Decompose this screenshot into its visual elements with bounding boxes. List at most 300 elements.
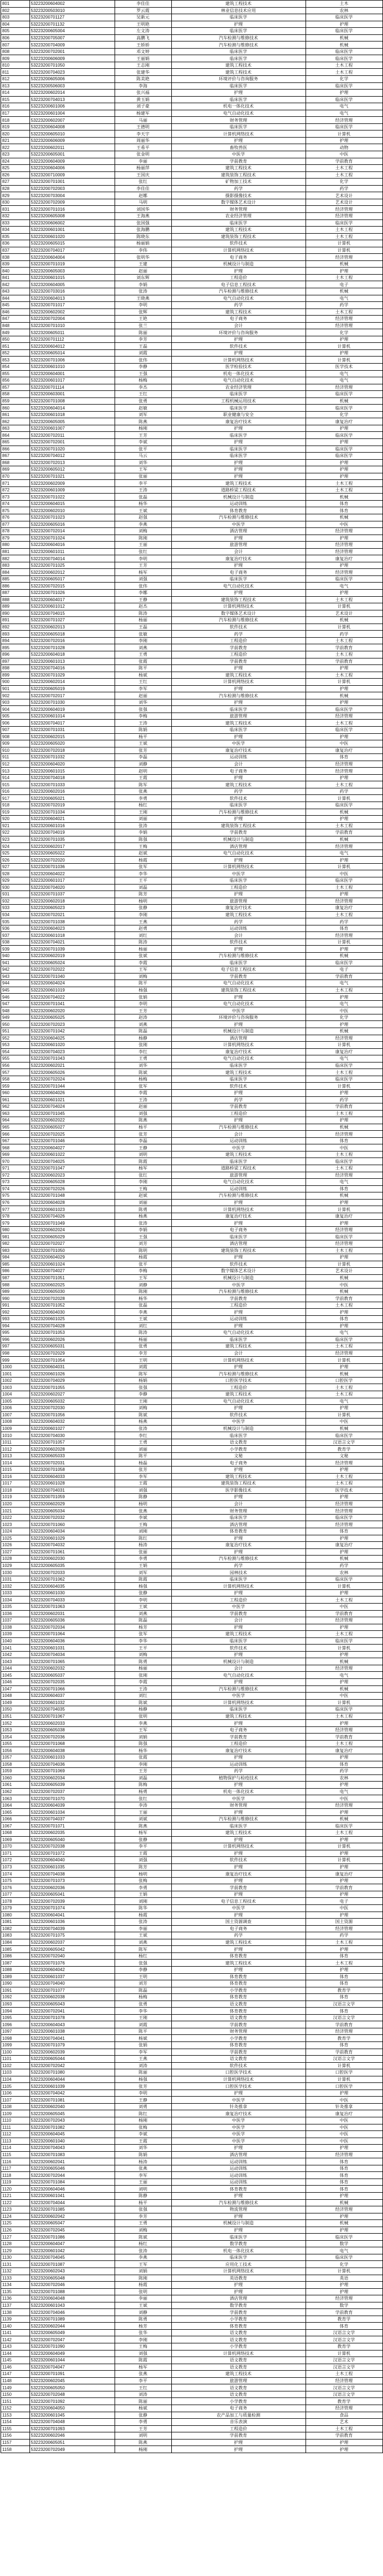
table-body (1, 1, 382, 2453)
exam-number: 53223200601027 (29, 1425, 115, 1432)
table-row (1, 2261, 382, 2268)
exam-number: 53223200602015 (29, 733, 115, 740)
exam-number: 53223200704016 (29, 665, 115, 672)
row-number: 846 (1, 308, 29, 316)
student-name: 李明 (115, 555, 171, 562)
student-name: 李燕 (115, 2254, 171, 2261)
student-name: 张强 (115, 2206, 171, 2213)
table-row (1, 2001, 382, 2008)
student-name: 李平 (115, 1843, 171, 1850)
row-number: 819 (1, 123, 29, 130)
admitted-major: 语文教育 (171, 2014, 306, 2021)
admitted-major: 软件技术 (171, 939, 306, 946)
major-category: 护理 (306, 2213, 382, 2220)
admitted-major: 护理 (171, 1891, 306, 1898)
admitted-major: 护理 (171, 473, 306, 480)
exam-number: 53223200702042 (29, 2062, 115, 2069)
admitted-major: 电气自动化技术 (171, 1329, 306, 1337)
major-category: 针灸推拿 (306, 2103, 382, 2110)
admitted-major: 运动训练 (171, 754, 306, 761)
major-category: 经济管理 (306, 1507, 382, 1515)
student-name: 杨斌 (115, 672, 171, 679)
row-number: 983 (1, 1247, 29, 1254)
exam-number: 53223200701041 (29, 1000, 115, 1007)
student-name: 张勇 (115, 397, 171, 405)
table-row (1, 1452, 382, 1459)
exam-number: 53223200701038 (29, 918, 115, 925)
row-number: 946 (1, 994, 29, 1001)
table-row (1, 391, 382, 398)
exam-number: 53223200604019 (29, 706, 115, 713)
exam-number: 53223200701056 (29, 1411, 115, 1418)
row-number: 918 (1, 802, 29, 809)
exam-number: 53223200602031 (29, 1610, 115, 1617)
table-row (1, 713, 382, 720)
table-row (1, 2323, 382, 2330)
admitted-major: 护理 (171, 1589, 306, 1596)
exam-number: 53223200704023 (29, 69, 115, 76)
major-category: 汉语言文学 (306, 2014, 382, 2021)
exam-number: 53223200704020 (29, 884, 115, 891)
table-row (1, 1083, 382, 1090)
student-name: 王明艳 (115, 21, 171, 28)
exam-number: 53223200601017 (29, 377, 115, 384)
student-name: 赵丽 (115, 692, 171, 699)
row-number: 808 (1, 48, 29, 55)
row-number: 960 (1, 1089, 29, 1096)
exam-number: 53223200702017 (29, 692, 115, 699)
admitted-major: 中医学 (171, 2097, 306, 2104)
admitted-major: 电气自动化技术 (171, 1672, 306, 1679)
table-row (1, 1651, 382, 1658)
student-name: 赵斌 (115, 1192, 171, 1200)
table-row (1, 302, 382, 309)
exam-number: 53223200601004 (29, 110, 115, 117)
table-row (1, 206, 382, 213)
admitted-major: 临床医学 (171, 2254, 306, 2261)
exam-number: 53223200604009 (29, 158, 115, 165)
major-category: 教育学 (306, 2316, 382, 2323)
major-category: 临床医学 (306, 1076, 382, 1083)
table-row (1, 1823, 382, 1830)
exam-number: 53223200601044 (29, 2357, 115, 2364)
major-category: 中医 (306, 1281, 382, 1289)
exam-number: 53223200605042 (29, 1946, 115, 1953)
admitted-major: 医学检验技术 (171, 363, 306, 370)
student-name: 王强 (115, 1233, 171, 1240)
student-name: 王涛 (115, 486, 171, 494)
admitted-major: 建筑工程技术 (171, 227, 306, 234)
row-number: 993 (1, 1316, 29, 1323)
row-number: 1135 (1, 2288, 29, 2295)
student-name: 陈平 (115, 2028, 171, 2035)
student-name: 杨涛 (115, 1542, 171, 1549)
row-number: 904 (1, 706, 29, 713)
table-row (1, 2227, 382, 2234)
admitted-major: 护理 (171, 1494, 306, 1501)
row-number: 989 (1, 1288, 29, 1295)
row-number: 876 (1, 514, 29, 521)
admitted-major: 中医学 (171, 1905, 306, 1912)
table-row (1, 1274, 382, 1281)
table-row (1, 2083, 382, 2090)
major-category: 汉语言文学 (306, 2364, 382, 2371)
exam-number: 53223200701026 (29, 590, 115, 597)
table-row (1, 987, 382, 994)
major-category: 经济管理 (306, 713, 382, 720)
row-number: 1054 (1, 1734, 29, 1741)
major-category: 临床医学 (306, 219, 382, 227)
student-name: 赵杰 (115, 603, 171, 610)
row-number: 1098 (1, 2035, 29, 2042)
row-number: 864 (1, 432, 29, 439)
row-number: 1057 (1, 1754, 29, 1761)
exam-number: 53223200702025 (29, 1131, 115, 1138)
admitted-major: 工程机械运用技术 (171, 397, 306, 405)
admitted-major: 电气自动化技术 (171, 1000, 306, 1007)
exam-number: 53223200602029 (29, 1500, 115, 1507)
table-row (1, 247, 382, 254)
table-row (1, 21, 382, 28)
table-row (1, 1672, 382, 1679)
admitted-major: 酒店管理 (171, 528, 306, 535)
student-name: 李平 (115, 480, 171, 487)
admitted-major: 护理 (171, 994, 306, 1001)
major-category: 土木工程 (306, 480, 382, 487)
admitted-major: 护理 (171, 1678, 306, 1685)
admitted-major: 汽车检测与维修技术 (171, 1815, 306, 1823)
row-number: 972 (1, 1172, 29, 1179)
student-name: 李伟 (115, 247, 171, 254)
exam-number: 53223200701090 (29, 2343, 115, 2351)
admitted-major: 康复治疗技术 (171, 1871, 306, 1878)
row-number: 964 (1, 1117, 29, 1124)
table-row (1, 1288, 382, 1295)
student-name: 刘梅 (115, 2227, 171, 2234)
table-row (1, 1946, 382, 1953)
exam-number: 53223200604027 (29, 1144, 115, 1152)
student-name: 王丽 (115, 542, 171, 549)
student-name: 杨丽萍 (115, 165, 171, 172)
major-category: 机械 (306, 260, 382, 268)
row-number: 952 (1, 1035, 29, 1042)
exam-number: 53223200605011 (29, 329, 115, 336)
exam-number: 53223200701077 (29, 1987, 115, 1994)
row-number: 1035 (1, 1603, 29, 1610)
major-category: 康复治疗 (306, 1213, 382, 1220)
admitted-major: 电气自动化技术 (171, 850, 306, 857)
major-category: 计算机 (306, 1206, 382, 1213)
row-number: 1147 (1, 2371, 29, 2378)
exam-number: 53223200605008 (29, 212, 115, 219)
admitted-major: 汽车检测与维修技术 (171, 514, 306, 521)
row-number: 1034 (1, 1596, 29, 1604)
admitted-major: 会计 (171, 761, 306, 768)
admitted-major: 语文教育 (171, 2001, 306, 2008)
exam-number: 53223200701035 (29, 836, 115, 843)
exam-number: 53223200701048 (29, 1192, 115, 1200)
row-number: 907 (1, 726, 29, 733)
major-category: 土木工程 (306, 1343, 382, 1350)
row-number: 1045 (1, 1672, 29, 1679)
table-row (1, 822, 382, 829)
admitted-major: 园林技术 (171, 1569, 306, 1576)
student-name: 赵斌 (115, 850, 171, 857)
table-row (1, 397, 382, 405)
student-name: 陈华 (115, 1905, 171, 1912)
exam-number: 53223200602019 (29, 953, 115, 960)
row-number: 818 (1, 117, 29, 124)
table-row (1, 2398, 382, 2405)
row-number: 1063 (1, 1795, 29, 1802)
student-name: 陈红 (115, 2110, 171, 2117)
major-category: 护理 (306, 857, 382, 864)
major-category: 学前教育 (306, 658, 382, 665)
row-number: 810 (1, 62, 29, 69)
major-category: 土木工程 (306, 62, 382, 69)
admitted-major: 临床医学 (171, 453, 306, 460)
exam-number: 53223200601011 (29, 548, 115, 555)
major-category: 计算机 (306, 863, 382, 870)
row-number: 1033 (1, 1589, 29, 1596)
row-number: 821 (1, 137, 29, 144)
table-row (1, 877, 382, 885)
row-number: 936 (1, 925, 29, 932)
row-number: 958 (1, 1076, 29, 1083)
table-row (1, 2041, 382, 2049)
row-number: 1013 (1, 1452, 29, 1459)
exam-number: 53223200604040 (29, 1857, 115, 1864)
major-category: 护理 (306, 1809, 382, 1816)
exam-number: 53223200605037 (29, 1672, 115, 1679)
student-name: 王志刚 (115, 62, 171, 69)
exam-number: 53223200702016 (29, 637, 115, 644)
row-number: 1009 (1, 1425, 29, 1432)
table-row (1, 2028, 382, 2035)
admitted-major: 中医学 (171, 1144, 306, 1152)
row-number: 829 (1, 192, 29, 199)
admitted-major: 护理 (171, 90, 306, 97)
admitted-major: 财务管理 (171, 1507, 306, 1515)
table-row (1, 1850, 382, 1857)
student-name: 李梅 (115, 1268, 171, 1275)
student-name: 刘军 (115, 411, 171, 418)
major-category: 土木工程 (306, 822, 382, 829)
table-row (1, 1322, 382, 1329)
exam-number: 53223200604047 (29, 2240, 115, 2247)
student-name: 李霞 (115, 959, 171, 966)
student-name: 张海鹏 (115, 227, 171, 234)
row-number: 1064 (1, 1802, 29, 1809)
admitted-major: 临床医学 (171, 123, 306, 130)
major-category: 机械 (306, 1028, 382, 1035)
exam-number: 53223200601038 (29, 2028, 115, 2035)
student-name: 杨红 (115, 1952, 171, 1960)
exam-number: 53223200605016 (29, 521, 115, 528)
admitted-major: 中医学 (171, 740, 306, 747)
exam-number: 53223200704039 (29, 1925, 115, 1932)
row-number: 1026 (1, 1542, 29, 1549)
exam-number: 53223200601018 (29, 932, 115, 939)
row-number: 1138 (1, 2309, 29, 2316)
student-name: 陈刚 (115, 2275, 171, 2282)
major-category: 护理 (306, 1589, 382, 1596)
student-name: 王军 (115, 1726, 171, 1734)
table-row (1, 96, 382, 103)
admitted-major: 会计 (171, 1617, 306, 1624)
table-row (1, 199, 382, 206)
row-number: 897 (1, 658, 29, 665)
student-name: 马明 (115, 199, 171, 206)
student-name: 高鹏飞 (115, 34, 171, 41)
student-name: 刘霞 (115, 1363, 171, 1370)
table-row (1, 349, 382, 357)
major-category: 计算机 (306, 1843, 382, 1850)
major-category: 护理 (306, 1199, 382, 1206)
row-number: 945 (1, 987, 29, 994)
major-category: 土木工程 (306, 308, 382, 316)
table-row (1, 1425, 382, 1432)
exam-number: 53223200704035 (29, 1706, 115, 1713)
row-number: 1048 (1, 1693, 29, 1700)
exam-number: 53223200602044 (29, 2323, 115, 2330)
major-category: 药学 (306, 1096, 382, 1103)
exam-number: 53223200701032 (29, 754, 115, 761)
major-category: 护理 (306, 1720, 382, 1727)
major-category: 药学 (306, 1562, 382, 1569)
exam-number: 53223200604014 (29, 405, 115, 412)
table-row (1, 781, 382, 788)
exam-number: 53223200701017 (29, 302, 115, 309)
student-name: 杨芳 (115, 2323, 171, 2330)
major-category: 护理 (306, 1863, 382, 1871)
table-row (1, 590, 382, 597)
student-name: 陈磊 (115, 1028, 171, 1035)
major-category: 艺术设计 (306, 199, 382, 206)
exam-number: 53223200601013 (29, 658, 115, 665)
admitted-major: 学前教育 (171, 1103, 306, 1111)
major-category: 医学技术 (306, 1487, 382, 1494)
admitted-major: 护理 (171, 1624, 306, 1631)
student-name: 王刚 (115, 2014, 171, 2021)
row-number: 971 (1, 1165, 29, 1172)
row-number: 816 (1, 103, 29, 110)
major-category: 计算机 (306, 2350, 382, 2357)
major-category: 土木工程 (306, 1631, 382, 1638)
row-number: 869 (1, 466, 29, 473)
admitted-major: 工程造价 (171, 651, 306, 658)
exam-number: 53223200701025 (29, 562, 115, 569)
student-name: 刘斌 (115, 1815, 171, 1823)
row-number: 933 (1, 905, 29, 912)
major-category: 电气 (306, 2247, 382, 2254)
student-name: 刘燕 (115, 644, 171, 651)
exam-number: 53223200601023 (29, 1206, 115, 1213)
student-name: 王勇 (115, 2220, 171, 2227)
major-category: 学前教育 (306, 2309, 382, 2316)
table-row (1, 295, 382, 302)
row-number: 868 (1, 459, 29, 466)
table-row (1, 1754, 382, 1761)
admitted-major: 小学教育 (171, 2398, 306, 2405)
major-category: 护理 (306, 2090, 382, 2097)
student-name: 杨丽娟 (115, 240, 171, 247)
admitted-major: 学前教育 (171, 973, 306, 980)
major-category: 机械 (306, 1124, 382, 1131)
student-name: 王娟 (115, 1891, 171, 1898)
student-name: 张建华 (115, 69, 171, 76)
major-category: 土木工程 (306, 1110, 382, 1117)
major-category: 土木工程 (306, 1391, 382, 1398)
table-row (1, 1693, 382, 1700)
student-name: 杨军 (115, 1165, 171, 1172)
student-name: 陈强 (115, 836, 171, 843)
student-name: 陈磊 (115, 1617, 171, 1624)
exam-number: 53223200701074 (29, 1905, 115, 1912)
admitted-major: 国土资源调查 (171, 1919, 306, 1926)
exam-number: 53223200704042 (29, 2090, 115, 2097)
admitted-major: 临床医学 (171, 1823, 306, 1830)
major-category: 土木工程 (306, 720, 382, 727)
admitted-major: 中医学 (171, 1281, 306, 1289)
exam-number: 53223200606009 (29, 137, 115, 144)
admitted-major: 护理 (171, 1651, 306, 1658)
student-name: 李娟 (115, 281, 171, 288)
table-row (1, 1556, 382, 1563)
row-number: 1157 (1, 2439, 29, 2446)
row-number: 1126 (1, 2227, 29, 2234)
row-number: 927 (1, 863, 29, 870)
major-category: 经济管理 (306, 212, 382, 219)
major-category: 体育 (306, 1528, 382, 1535)
student-name: 李娟 (115, 1226, 171, 1233)
admitted-major: 语文教育 (171, 2336, 306, 2343)
table-row (1, 583, 382, 590)
exam-number: 53223200702039 (29, 1898, 115, 1905)
exam-number: 53223200604034 (29, 1528, 115, 1535)
major-category: 电气 (306, 370, 382, 377)
exam-number: 53223200702004 (29, 316, 115, 323)
table-row (1, 2247, 382, 2254)
major-category: 护理 (306, 665, 382, 672)
table-row (1, 542, 382, 549)
major-category: 临床医学 (306, 55, 382, 62)
admitted-major: 软件技术 (171, 624, 306, 631)
table-row (1, 144, 382, 151)
student-name: 杨燕 (115, 1213, 171, 1220)
table-row (1, 1268, 382, 1275)
major-category: 护理 (306, 1117, 382, 1124)
student-name: 马丽 (115, 117, 171, 124)
admitted-major: 工程造价 (171, 1384, 306, 1391)
admitted-major: 临床医学 (171, 1706, 306, 1713)
major-category: 汉语言文学 (306, 2391, 382, 2398)
student-name: 陈斌 (115, 1069, 171, 1076)
admitted-major: 护理 (171, 439, 306, 446)
table-row (1, 2145, 382, 2152)
exam-number: 53223200702024 (29, 1076, 115, 1083)
row-number: 1102 (1, 2062, 29, 2069)
exam-number: 53223200605039 (29, 1782, 115, 1789)
exam-number: 53223200605028 (29, 1179, 115, 1186)
major-category: 电气 (306, 1055, 382, 1063)
major-category: 临床医学 (306, 959, 382, 966)
student-name: 王斌 (115, 1603, 171, 1610)
admitted-major: 会计 (171, 322, 306, 329)
student-name: 陈平 (115, 665, 171, 672)
major-category: 土木工程 (306, 672, 382, 679)
student-name: 李燕 (115, 1309, 171, 1316)
